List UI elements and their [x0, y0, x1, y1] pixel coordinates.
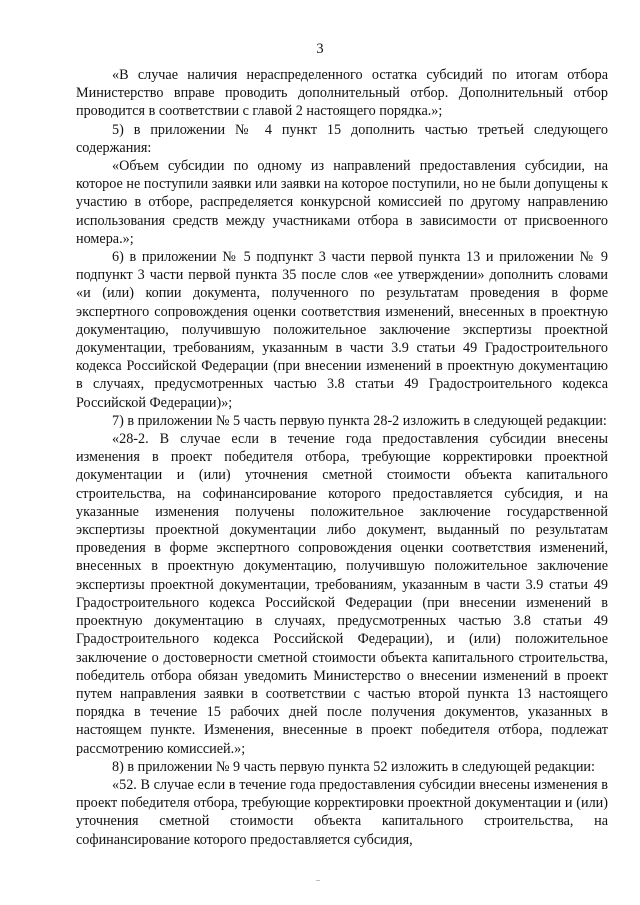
scan-speck [316, 880, 320, 881]
paragraph-additional-selection-quote: «В случае наличия нераспределенного остатка субсидий по итогам отбора Министерство вправе проводить дополнительный отбор. Дополнительный отбор проводится в соответствии с главой 2 настоящего порядка.»; [76, 67, 608, 120]
paragraph-point-28-2-quote: «28-2. В случае если в течение года предоставления субсидии внесены изменения в проект победителя отбора, требующие корректировки проектной документации и (или) уточнения сметной стоимости объекта капитального строительства, на софинансирование которого предоставляется субсидия, и на указанные изменения получены положительное заключение государственной экспертизы проектной документации либо документ, выданный по результатам проведения в форме экспертного сопровождения оценки соответствия изменений, внесенных в проектную документацию, получившую положительное заключение экспертизы проектной документации, требованиям, указанным в части 3.9 статьи 49 Градостроительного кодекса Российской Федерации (при внесении изменений в проектную документацию в случаях, предусмотренных частью 3.8 статьи 49 Градостроительного кодекса Российской Федерации), и (или) положительное заключение о достоверности сметной стоимости объекта капитального строительства, победитель отбора обязан уведомить Министерство о внесении изменений в проект путем направления заявки в соответствии с частью второй пункта 13 настоящего порядка в течение 15 рабочих дней после получения документов, указанных в настоящем пункте. Изменения, внесенные в проект победителя отбора, подлежат рассмотрению комиссией.»; [76, 431, 608, 757]
paragraph-subsidy-volume-quote: «Объем субсидии по одному из направлений предоставления субсидии, на которое не поступили заявки или заявки на которое поступили, но не были допущены к участию в отборе, распределяется конкурсной комиссией по другому направлению использования средств между участниками отбора в зависимости от присвоенного номера.»; [76, 158, 608, 247]
paragraph-point-52-quote: «52. В случае если в течение года предоставления субсидии внесены изменения в проект победителя отбора, требующие корректировки проектной документации и (или) уточнения сметной стоимости объекта капитального строительства, на софинансирование которого предоставляется субсидия, [76, 776, 608, 848]
document-body [76, 66, 608, 849]
paragraph-item-5: 5) в приложении № 4 пункт 15 дополнить частью третьей следующего содержания: [76, 121, 608, 156]
paragraph-item-8: 8) в приложении № 9 часть первую пункта 52 изложить в следующей редакции: [112, 758, 595, 775]
paragraph-item-7: 7) в приложении № 5 часть первую пункта 28-2 изложить в следующей редакции: [112, 412, 607, 429]
page-number: 3 [316, 41, 324, 57]
paragraph-item-6: 6) в приложении № 5 подпункт 3 части первой пункта 13 и приложении № 9 подпункт 3 части первой пункта 35 после слов «ее утверждении» дополнить словами «и (или) копии документа, полученного по результатам проведения в форме экспертного сопровождения оценки соответствия изменений, внесенных в проектную документацию, получившую положительное заключение экспертизы проектной документации, требованиям, указанным в части 3.9 статьи 49 Градостроительного кодекса Российской Федерации (при внесении изменений в проектную документацию в случаях, предусмотренных частью 3.8 статьи 49 Градостроительного кодекса Российской Федерации)»; [76, 249, 608, 411]
